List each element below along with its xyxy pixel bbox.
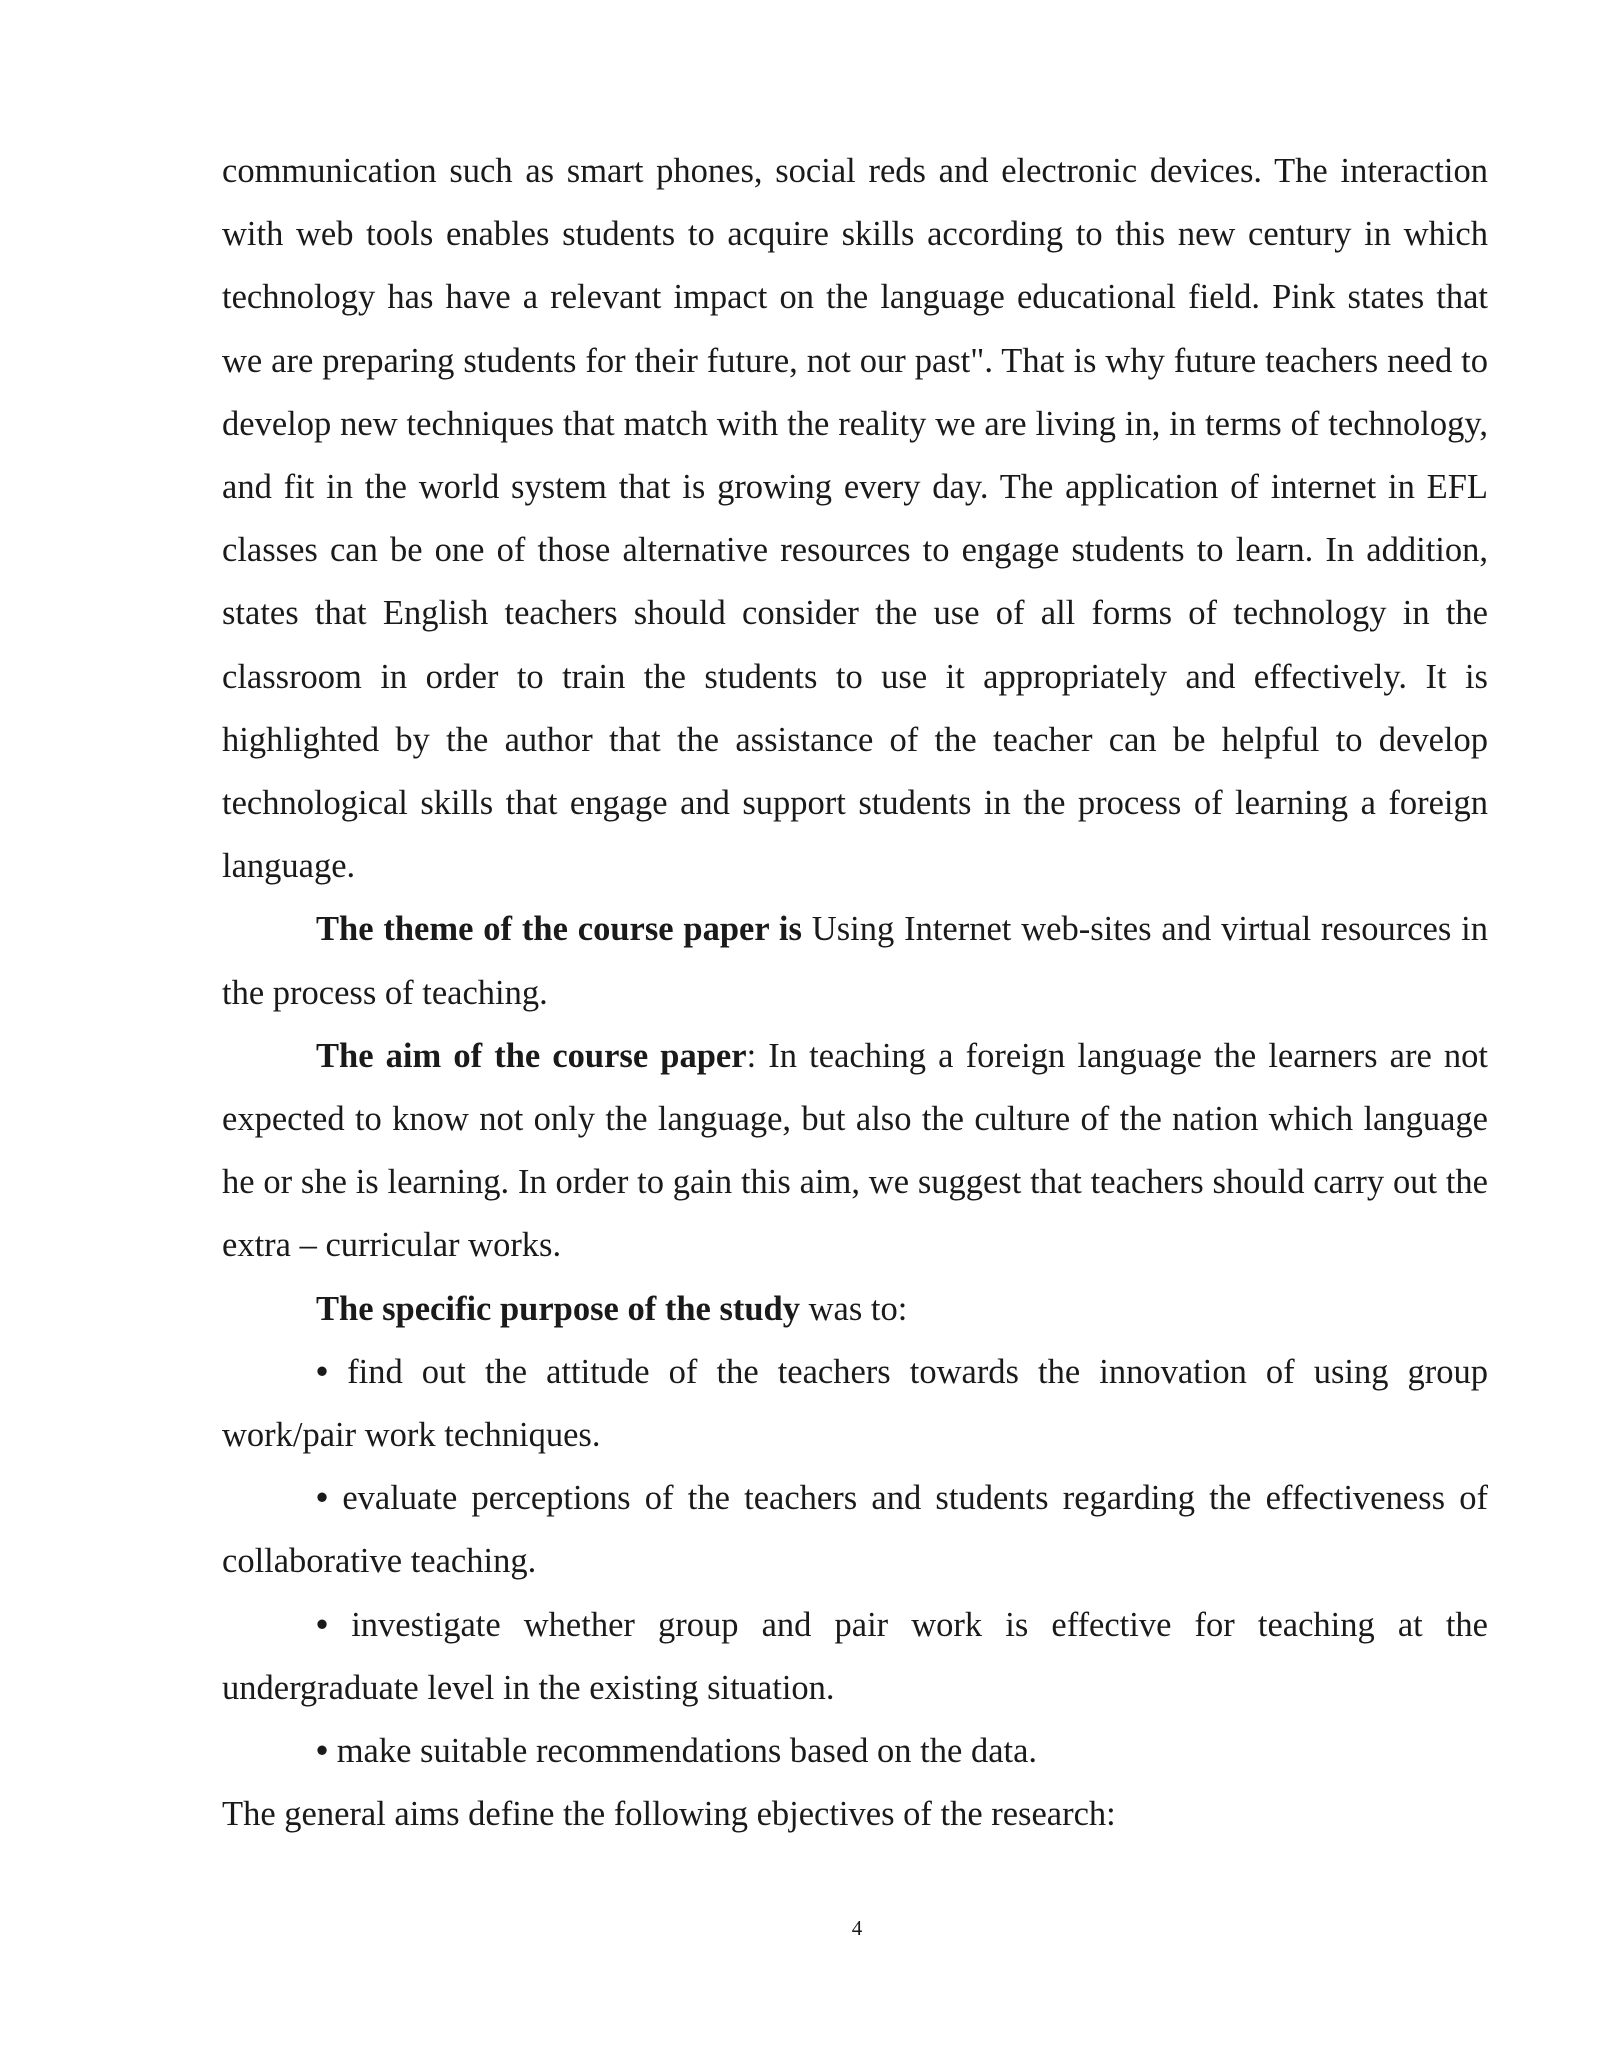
page-body: [222, 140, 1488, 1846]
bullet-icon: •: [316, 1352, 329, 1391]
closing-line: The general aims define the following ebjectives of the research:: [222, 1795, 1116, 1834]
intro-paragraph: communication such as smart phones, social reds and electronic devices. The interaction with web tools enables students to acquire skills according to this new century in which technology has have a relevant impact on the language educational field. Pink states that we are preparing students for their future, not our past". That is why future teachers need to develop new techniques that match with the reality we are living in, in terms of technology, and fit in the world system that is growing every day. The application of internet in EFL classes can be one of those alternative resources to engage students to learn. In addition, states that English teachers should consider the use of all forms of technology in the classroom in order to train the students to use it appropriately and effectively. It is highlighted by the author that the assistance of the teacher can be helpful to develop technological skills that engage and support students in the process of learning a foreign language.: [222, 152, 1488, 886]
list-item-text: find out the attitude of the teachers towards the innovation of using group work/pair work techniques.: [222, 1352, 1488, 1455]
purpose-label: The specific purpose of the study: [316, 1289, 800, 1328]
theme-paragraph: [222, 898, 1488, 1024]
bullet-icon: •: [316, 1605, 329, 1644]
list-item-text: investigate whether group and pair work is effective for teaching at the undergraduate level in the existing situation.: [222, 1605, 1488, 1707]
theme-label: The theme of the course paper is: [316, 910, 802, 949]
list-item: [222, 1594, 1488, 1720]
bullet-icon: •: [316, 1479, 329, 1518]
list-item: [222, 1467, 1488, 1593]
list-item-text: evaluate perceptions of the teachers and students regarding the effectiveness of collaborative teaching.: [222, 1479, 1488, 1581]
bullet-icon: •: [316, 1732, 329, 1771]
theme-text: Using Internet web-sites and virtual resources in the process of teaching.: [222, 910, 1488, 1012]
page-number: 4: [851, 1916, 863, 1940]
purpose-paragraph: [222, 1278, 1488, 1341]
list-item: [222, 1720, 1488, 1783]
purpose-text: was to:: [799, 1289, 908, 1328]
aim-label: The aim of the course paper: [316, 1036, 747, 1075]
aim-paragraph: [222, 1025, 1488, 1278]
list-item: [222, 1341, 1488, 1467]
list-item-text: make suitable recommendations based on the data.: [328, 1732, 1038, 1771]
aim-text: : In teaching a foreign language the learners are not expected to know not only the language, but also the culture of the nation which language he or she is learning. In order to gain this aim, we suggest that teachers should carry out the extra – curricular works.: [222, 1036, 1488, 1265]
